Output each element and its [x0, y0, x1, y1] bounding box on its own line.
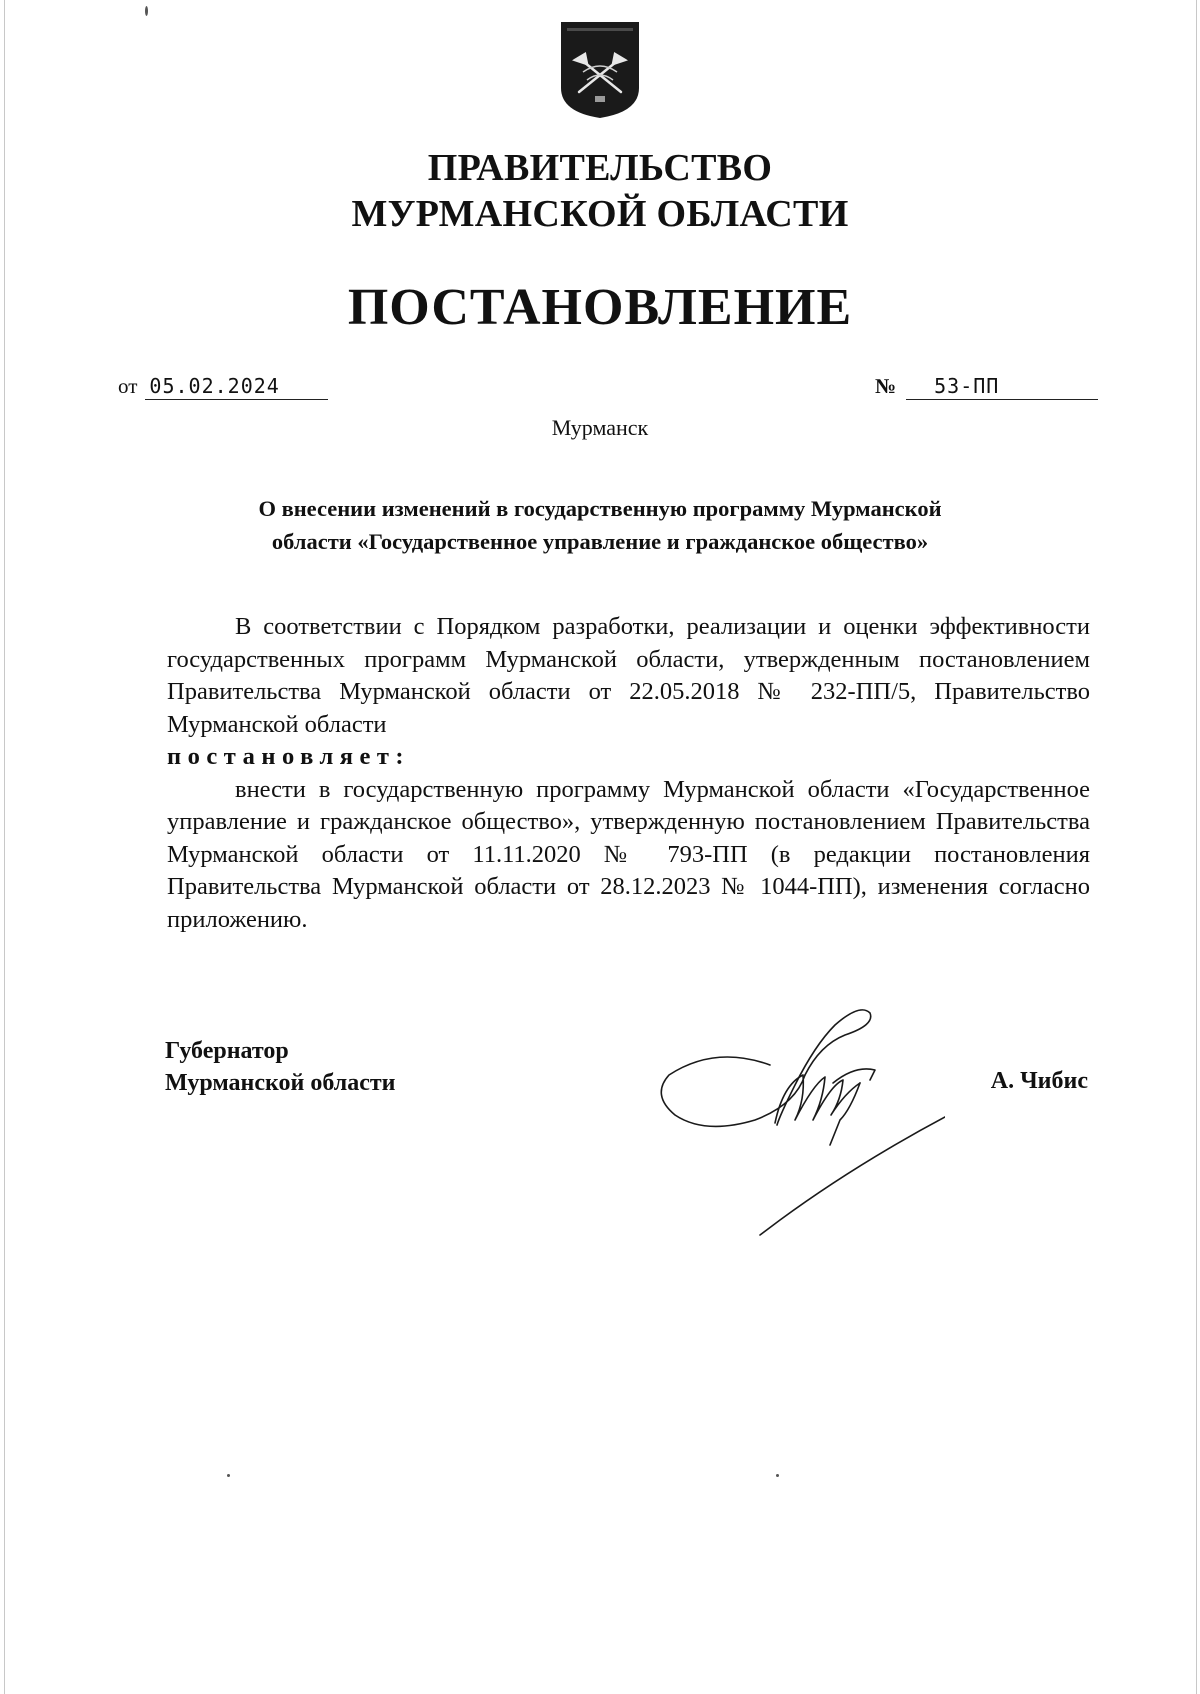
scan-speck: [145, 6, 148, 16]
scan-edge-right: [1196, 0, 1197, 1694]
number-prefix: №: [875, 374, 897, 398]
date-line: [118, 374, 328, 400]
body-paragraph-2: внести в государственную программу Мурманской области «Государственное управление и гражданское общество», утвержденную постановлением Правительства Мурманской области от 11.11.2020 № 793-ПП (в редакции постановления Правительства Мурманской области от 28.12.2023 № 1044-ПП), изменения согласно приложению.: [167, 775, 1090, 933]
signatory-title-line1: Губернатор: [165, 1038, 289, 1064]
signatory-title-line2: Мурманской области: [165, 1070, 396, 1096]
scan-speck: [776, 1474, 779, 1477]
government-title: [0, 145, 1200, 237]
number-line: [875, 374, 1098, 400]
signatory-title: [165, 1035, 395, 1099]
city-name: Мурманск: [551, 415, 649, 440]
subject-line1: О внесении изменений в государственную программу Мурманской: [258, 496, 942, 521]
document-date: 05.02.2024: [145, 374, 328, 400]
body-paragraph-1: В соответствии с Порядком разработки, реализации и оценки эффективности государственных программ Мурманской области, утвержденным постановлением Правительства Мурманской области от 22.05.2018 № 232-ПП/5, Правительство Мурманской области: [167, 613, 1090, 738]
document-body: [167, 611, 1090, 936]
government-title-line1: ПРАВИТЕЛЬСТВО: [427, 147, 773, 189]
document-subject: [160, 492, 1040, 558]
subject-line2: области «Государственное управление и гражданское общество»: [271, 529, 929, 554]
scan-edge-left: [4, 0, 5, 1694]
document-type: ПОСТАНОВЛЕНИЕ: [347, 279, 853, 336]
document-number: 53-ПП: [906, 374, 1098, 400]
handwritten-signature: [655, 1005, 945, 1245]
government-title-line2: МУРМАНСКОЙ ОБЛАСТИ: [351, 193, 849, 235]
coat-of-arms-icon: [559, 20, 641, 120]
signer-name: А. Чибис: [990, 1068, 1088, 1094]
scan-speck: [227, 1474, 230, 1477]
date-prefix: от: [118, 374, 138, 398]
decree-word: постановляет:: [167, 743, 411, 770]
